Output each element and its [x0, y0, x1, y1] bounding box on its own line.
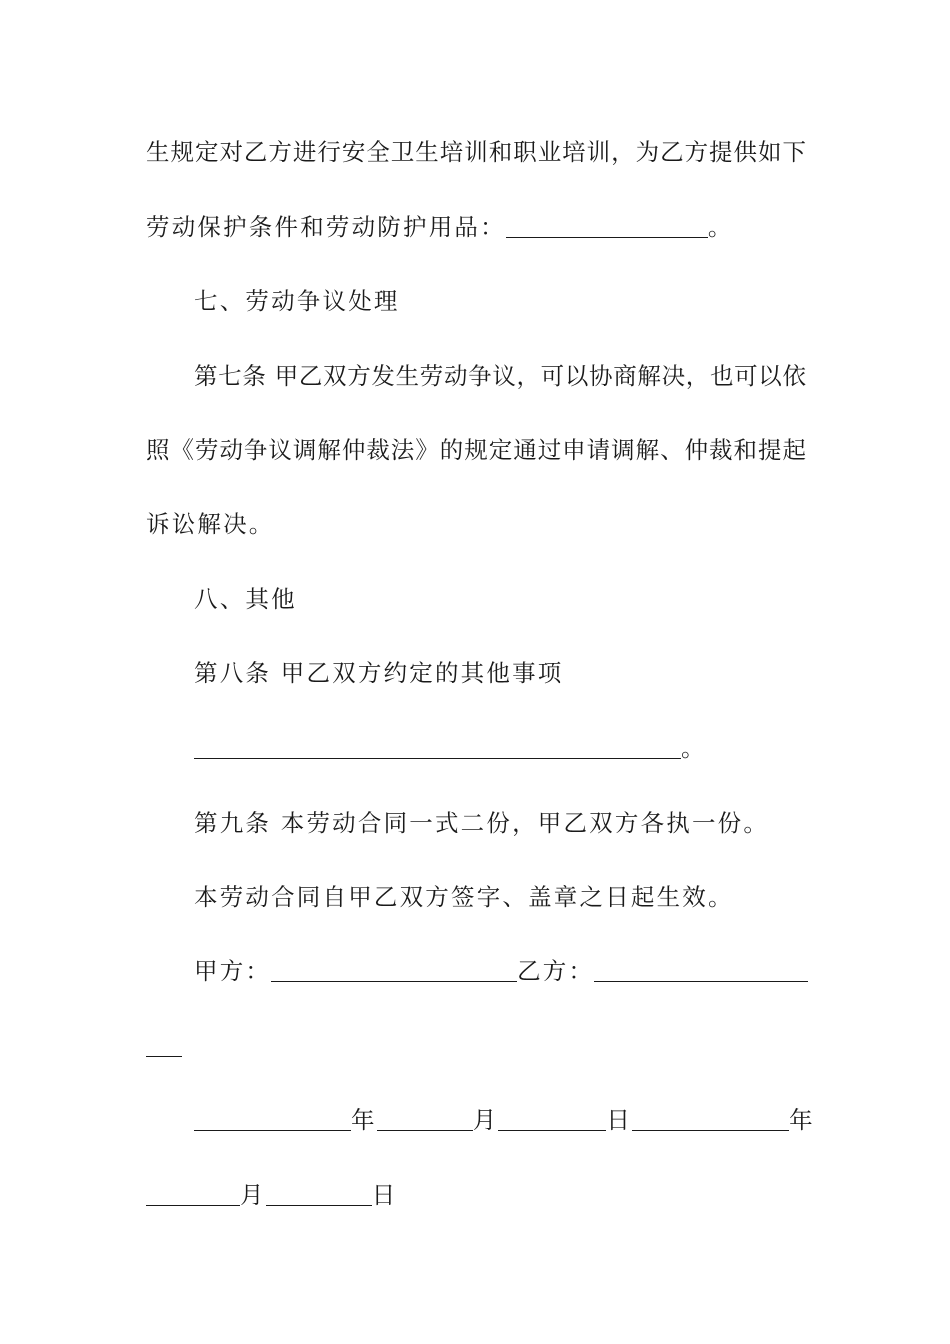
- month-label: 月: [240, 1181, 266, 1209]
- party-b-month-blank[interactable]: [146, 1183, 240, 1206]
- party-b-year-blank[interactable]: [632, 1108, 789, 1131]
- party-a-label: 甲方：: [194, 957, 272, 985]
- party-b-blank[interactable]: [146, 1034, 182, 1057]
- clause-line: 照《劳动争议调解仲裁法》的规定通过申请调解、仲裁和提起: [146, 436, 806, 464]
- party-a-month-blank[interactable]: [377, 1108, 473, 1131]
- year-label: 年: [351, 1106, 377, 1134]
- date-line: [194, 1102, 815, 1138]
- paragraph-line: [194, 730, 806, 766]
- section-heading: 七、劳动争议处理: [194, 287, 400, 315]
- clause-line: 第九条 本劳动合同一式二份，甲乙双方各执一份。: [194, 809, 770, 837]
- clause-line: 第七条 甲乙双方发生劳动争议，可以协商解决，也可以依: [194, 362, 806, 390]
- date-line: [146, 1177, 806, 1213]
- day-label: 日: [606, 1106, 633, 1134]
- party-a-year-blank[interactable]: [194, 1108, 351, 1131]
- party-b-label: 乙方：: [517, 957, 595, 985]
- paragraph-line: 生规定对乙方进行安全卫生培训和职业培训，为乙方提供如下: [146, 138, 806, 166]
- fill-in-blank[interactable]: [506, 215, 708, 238]
- section-heading: 八、其他: [194, 585, 297, 613]
- party-a-day-blank[interactable]: [498, 1108, 606, 1131]
- paragraph-line: [146, 209, 806, 245]
- party-b-day-blank[interactable]: [266, 1183, 372, 1206]
- year-label: 年: [789, 1106, 815, 1134]
- clause-line: 诉讼解决。: [146, 510, 275, 538]
- signature-line: [194, 953, 806, 989]
- paragraph-punctuation: 。: [707, 213, 734, 241]
- paragraph-punctuation: 。: [681, 734, 707, 762]
- fill-in-blank[interactable]: [194, 736, 681, 759]
- party-a-blank[interactable]: [271, 959, 517, 982]
- signature-continuation: [146, 1028, 806, 1064]
- paragraph-text: 劳动保护条件和劳动防护用品：: [146, 213, 506, 241]
- clause-line: 第八条 甲乙双方约定的其他事项: [194, 659, 564, 687]
- month-label: 月: [472, 1106, 499, 1134]
- clause-line: 本劳动合同自甲乙双方签字、盖章之日起生效。: [194, 883, 734, 911]
- day-label: 日: [371, 1181, 398, 1209]
- party-b-blank[interactable]: [594, 959, 808, 982]
